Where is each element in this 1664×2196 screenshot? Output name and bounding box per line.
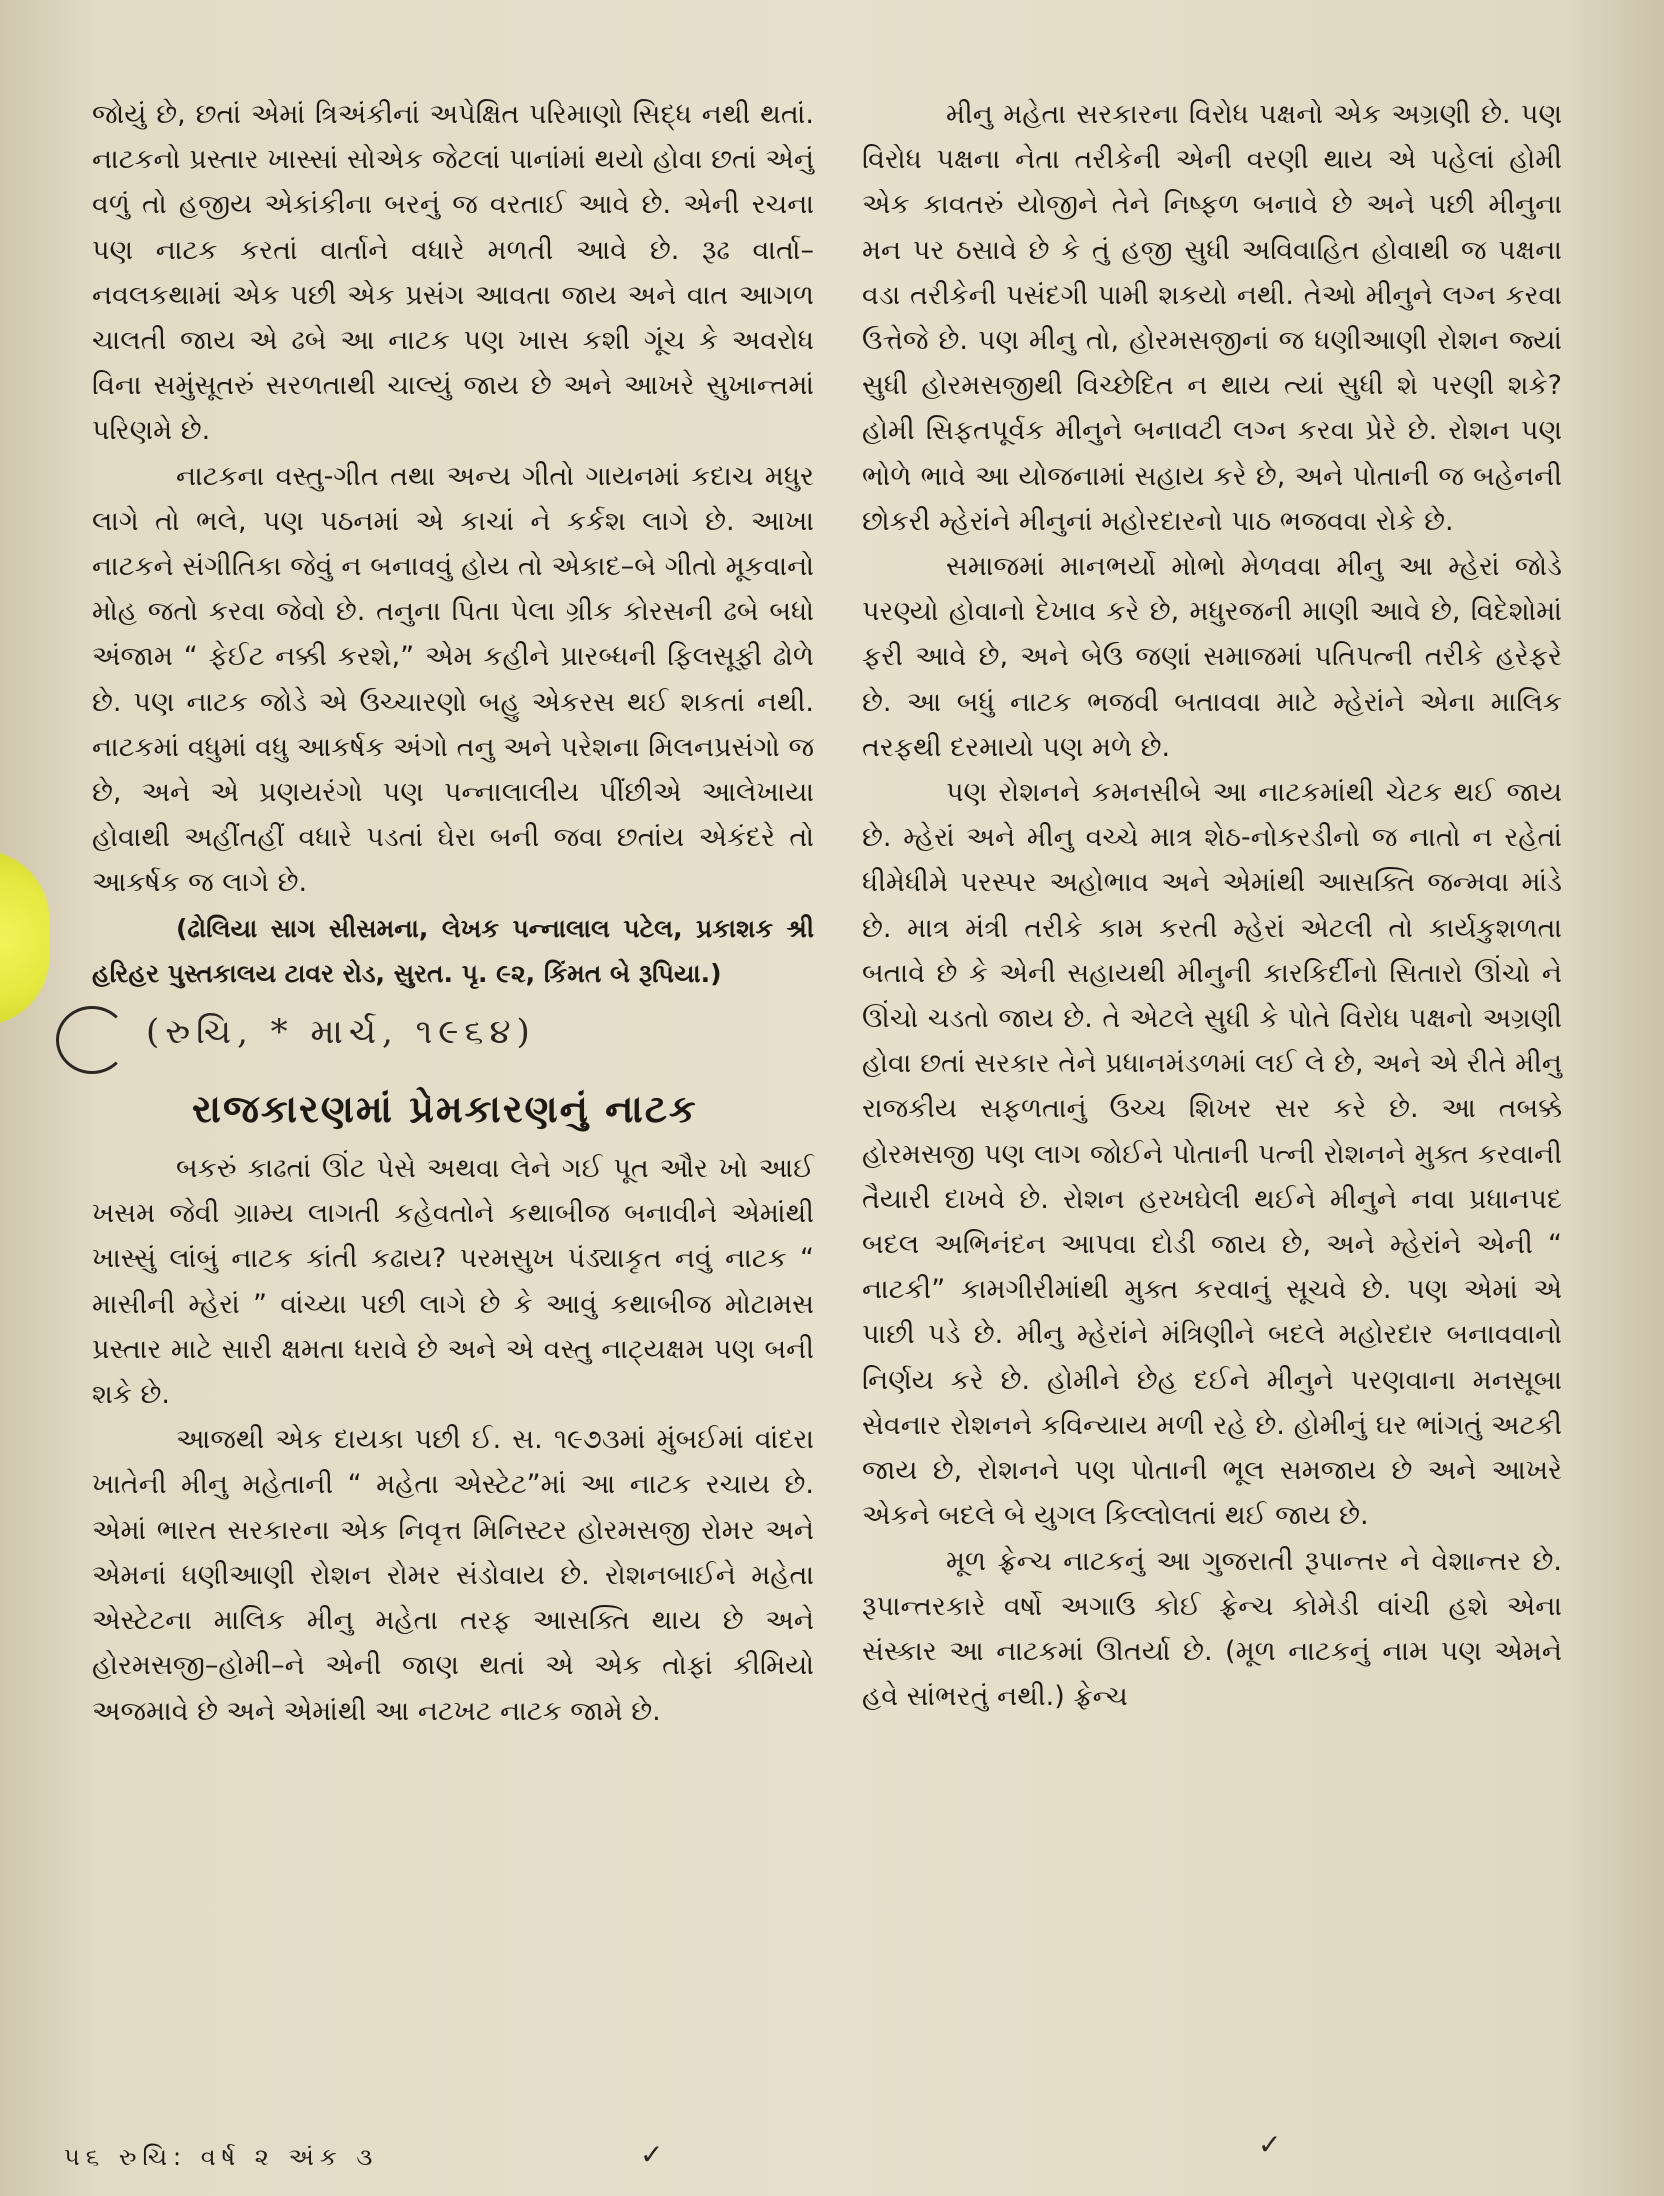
right-paragraph-4: મૂળ ફ્રેન્ચ નાટકનું આ ગુજરાતી રૂપાન્તર ને વેશાન્તર છે. રૂપાન્તરકારે વર્ષો અગાઉ કોઈ ફ્રેન્ચ કોમેડી વાંચી હશે એના સંસ્કાર આ નાટકમાં ઊતર્યા છે. (મૂળ નાટકનું નામ પણ એમને હવે સાંભરતું નથી.) ફ્રેન્ચ: [862, 1545, 1562, 1713]
pencil-tick-mark: ✓: [640, 2138, 664, 2171]
right-paragraph-3: પણ રોશનને કમનસીબે આ નાટકમાંથી ચેટક થઈ જાય છે. મ્હેરાં અને મીનુ વચ્ચે માત્ર શેઠ-નોકરડીનો જ નાતો ન રહેતાં ધીમેધીમે પરસ્પર અહોભાવ અને એમાંથી આસક્તિ જન્મવા માંડે છે. માત્ર મંત્રી તરીકે કામ કરતી મ્હેરાં એટલી તો કાર્યકુશળતા બતાવે છે કે એની સહાયથી મીનુની કારકિર્દીનો સિતારો ઊંચો ને ઊંચો ચડતો જાય છે. તે એટલે સુધી કે પોતે વિરોધ પક્ષનો અગ્રણી હોવા છતાં સરકાર તેને પ્રધાનમંડળમાં લઈ લે છે, અને એ રીતે મીનુ રાજકીય સફળતાનું ઉચ્ચ શિખર સર કરે છે. આ તબક્કે હોરમસજી પણ લાગ જોઈને પોતાની પત્ની રોશનને મુક્ત કરવાની તૈયારી દાખવે છે. રોશન હરખઘેલી થઈને મીનુને નવા પ્રધાનપદ બદલ અભિનંદન આપવા દોડી જાય છે, અને મ્હેરાંને એની “ નાટકી” કામગીરીમાંથી મુક્ત કરવાનું સૂચવે છે. પણ એમાં એ પાછી પડે છે. મીનુ મ્હેરાંને મંત્રિણીને બદલે મહોરદાર બનાવવાનો નિર્ણય કરે છે. હોમીને છેહ દઈને મીનુને પરણવાના મનસૂબા સેવનાર રોશનને કવિન્યાય મળી રહે છે. હોમીનું ઘર ભાંગતું અટકી જાય છે, રોશનને પણ પોતાની ભૂલ સમજાય છે અને આખરે એકને બદલે બે યુગલ કિલ્લોલતાં થઈ જાય છે.: [862, 777, 1562, 1532]
right-paragraph-1: મીનુ મહેતા સરકારના વિરોધ પક્ષનો એક અગ્રણી છે. પણ વિરોધ પક્ષના નેતા તરીકેની એની વરણી થાય એ પહેલાં હોમી એક કાવતરું યોજીને તેને નિષ્ફળ બનાવે છે અને પછી મીનુના મન પર ઠસાવે છે કે તું હજી સુધી અવિવાહિત હોવાથી જ પક્ષના વડા તરીકેની પસંદગી પામી શકયો નથી. તેઓ મીનુને લગ્ન કરવા ઉત્તેજે છે. પણ મીનુ તો, હોરમસજીનાં જ ધણીઆણી રોશન જ્યાં સુધી હોરમસજીથી વિચ્છેદિત ન થાય ત્યાં સુધી શે પરણી શકે? હોમી સિફતપૂર્વક મીનુને બનાવટી લગ્ન કરવા પ્રેરે છે. રોશન પણ ભોળે ભાવે આ યોજનામાં સહાય કરે છે, અને પોતાની જ બહેનની છોકરી મ્હેરાંને મીનુનાં મહોરદારનો પાઠ ભજવવા રોકે છે.: [862, 99, 1562, 537]
article-headline: રાજકારણમાં પ્રેમકારણનું નાટક: [192, 1087, 698, 1132]
handwritten-annotation: [56, 1004, 814, 1082]
left-paragraph-2: નાટકના વસ્તુ-ગીત તથા અન્ય ગીતો ગાયનમાં કદાચ મધુર લાગે તો ભલે, પણ પઠનમાં એ કાચાં ને કર્કશ લાગે છે. આખા નાટકને સંગીતિકા જેવું ન બનાવવું હોય તો એકાદ–બે ગીતો મૂકવાનો મોહ જતો કરવા જેવો છે. તનુના પિતા પેલા ગ્રીક કોરસની ઢબે બધો અંજામ “ ફેઈટ નક્કી કરશે,” એમ કહીને પ્રારબ્ધની ફિલસૂફી ઢોળે છે. પણ નાટક જોડે એ ઉચ્ચારણો બહુ એકરસ થઈ શકતાં નથી. નાટકમાં વધુમાં વધુ આકર્ષક અંગો તનુ અને પરેશના મિલનપ્રસંગો જ છે, અને એ પ્રણયરંગો પણ પન્નાલાલીય પીંછીએ આલેખાયા હોવાથી અહીંતહીં વધારે પડતાં ઘેરા બની જવા છતાંય એકંદરે તો આકર્ષક જ લાગે છે.: [92, 460, 814, 899]
handwritten-note: (રુચિ, * માર્ચ, ૧૯૬૪): [146, 1012, 536, 1053]
article-paragraph-1: બકરું કાઢતાં ઊંટ પેસે અથવા લેને ગઈ પૂત ઔર ખો આઈ ખસમ જેવી ગ્રામ્ય લાગતી કહેવતોને કથાબીજ બનાવીને એમાંથી ખાસ્સું લાંબું નાટક કાંતી કઢાય? પરમસુખ પંડ્યાકૃત નવું નાટક “ માસીની મ્હેરાં ” વાંચ્યા પછી લાગે છે કે આવું કથાબીજ મોટામસ પ્રસ્તાર માટે સારી ક્ષમતા ધરાવે છે અને એ વસ્તુ નાટ્યક્ષમ પણ બની શકે છે.: [92, 1153, 814, 1411]
pencil-tick-mark: ✓: [1258, 2128, 1282, 2161]
left-column: [92, 92, 814, 1734]
page-footer: ૫૬ રુચિ: વર્ષ ૨ અંક ૩: [64, 2143, 379, 2171]
book-credit: (ઢોલિયા સાગ સીસમના, લેખક પન્નાલાલ પટેલ, પ્રકાશક શ્રી હરિહર પુસ્તકાલય ટાવર રોડ, સુરત. પૃ. ૯૨, કિંમત બે રૂપિયા.): [92, 913, 814, 988]
yellow-index-tab: [0, 850, 50, 1026]
left-paragraph-1: જોયું છે, છતાં એમાં ત્રિઅંકીનાં અપેક્ષિત પરિમાણો સિદ્ધ નથી થતાં. નાટકનો પ્રસ્તાર ખાસ્સાં સોએક જેટલાં પાનાંમાં થયો હોવા છતાં એનું વળું તો હજીય એકાંકીના બરનું જ વરતાઈ આવે છે. એની રચના પણ નાટક કરતાં વાર્તાને વધારે મળતી આવે છે. રૂઢ વાર્તા–નવલકથામાં એક પછી એક પ્રસંગ આવતા જાય અને વાત આગળ ચાલતી જાય એ ઢબે આ નાટક પણ ખાસ કશી ગૂંચ કે અવરોધ વિના સમુંસૂતરું સરળતાથી ચાલ્યું જાય છે અને આખરે સુખાન્તમાં પરિણમે છે.: [92, 99, 814, 447]
article-paragraph-2: આજથી એક દાયકા પછી ઈ. સ. ૧૯૭૩માં મુંબઈમાં વાંદરા ખાતેની મીનુ મહેતાની “ મહેતા એસ્ટેટ”માં આ નાટક રચાય છે. એમાં ભારત સરકારના એક નિવૃત્ત મિનિસ્ટર હોરમસજી રોમર અને એમનાં ધણીઆણી રોશન રોમર સંડોવાય છે. રોશનબાઈને મહેતા એસ્ટેટના માલિક મીનુ મહેતા તરફ આસક્તિ થાય છે અને હોરમસજી–હોમી–ને એની જાણ થતાં એ એક તોફાં કીમિયો અજમાવે છે અને એમાંથી આ નટખટ નાટક જામે છે.: [92, 1424, 814, 1727]
handwritten-circle-mark: [56, 1006, 128, 1074]
right-column: [862, 92, 1562, 1719]
right-paragraph-2: સમાજમાં માનભર્યો મોભો મેળવવા મીનુ આ મ્હેરાં જોડે પરણ્યો હોવાનો દેખાવ કરે છે, મધુરજની માણી આવે છે, વિદેશોમાં ફરી આવે છે, અને બેઉ જણાં સમાજમાં પતિપત્ની તરીકે હરેફરે છે. આ બધું નાટક ભજવી બતાવવા માટે મ્હેરાંને એના માલિક તરફથી દરમાયો પણ મળે છે.: [862, 551, 1562, 763]
